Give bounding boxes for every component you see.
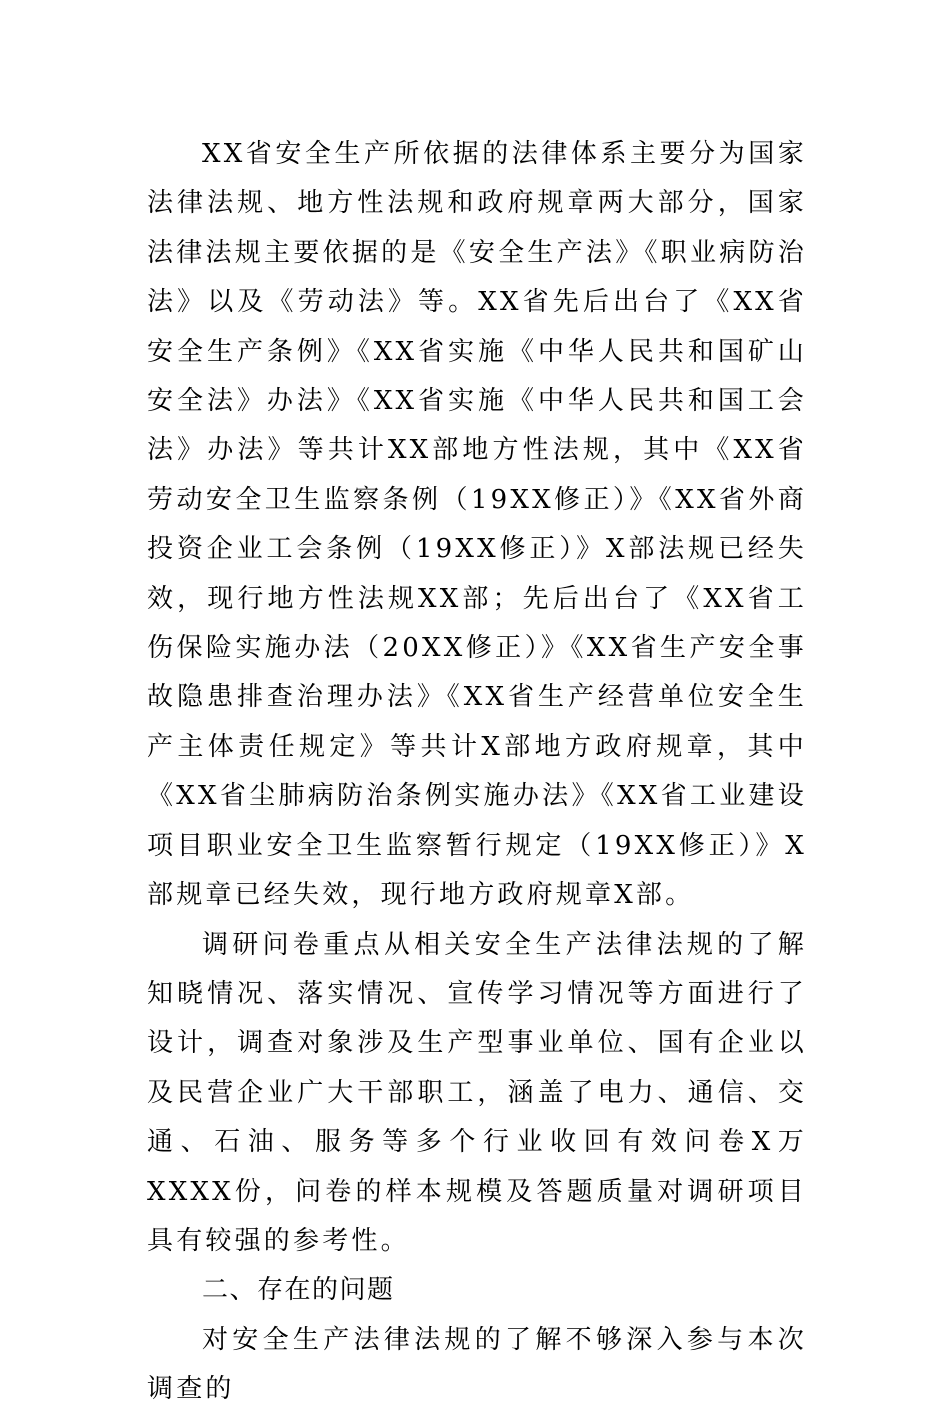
paragraph-survey: 调研问卷重点从相关安全生产法律法规的了解知晓情况、落实情况、宣传学习情况等方面进行了设计，调查对象涉及生产型事业单位、国有企业以及民营企业广大干部职工，涵盖了电力、通信、交通、石油、服务等多个行业收回有效问卷X万XXXX份，问卷的样本规模及答题质量对调研项目具有较强的参考性。 <box>147 929 807 1256</box>
paragraph-problems: 对安全生产法律法规的了解不够深入参与本次调查的 <box>147 1324 807 1405</box>
paragraph-legal-system: XX省安全生产所依据的法律体系主要分为国家法律法规、地方性法规和政府规章两大部分，国家法律法规主要依据的是《安全生产法》《职业病防治法》以及《劳动法》等。XX省先后出台了《XX省安全生产条例》《XX省实施《中华人民共和国矿山安全法》办法》《XX省实施《中华人民共和国工会法》办法》等共计XX部地方性法规，其中《XX省劳动安全卫生监察条例（19XX修正）》《XX省外商投资企业工会条例（19XX修正）》X部法规已经失效，现行地方性法规XX部；先后出台了《XX省工伤保险实施办法（20XX修正）》《XX省生产安全事故隐患排查治理办法》《XX省生产经营单位安全生产主体责任规定》等共计X部地方政府规章，其中《XX省尘肺病防治条例实施办法》《XX省工业建设项目职业安全卫生监察暂行规定（19XX修正）》X部规章已经失效，现行地方政府规章X部。 <box>147 139 807 911</box>
section-heading: 二、存在的问题 <box>202 1275 395 1306</box>
document-body <box>147 130 807 1415</box>
